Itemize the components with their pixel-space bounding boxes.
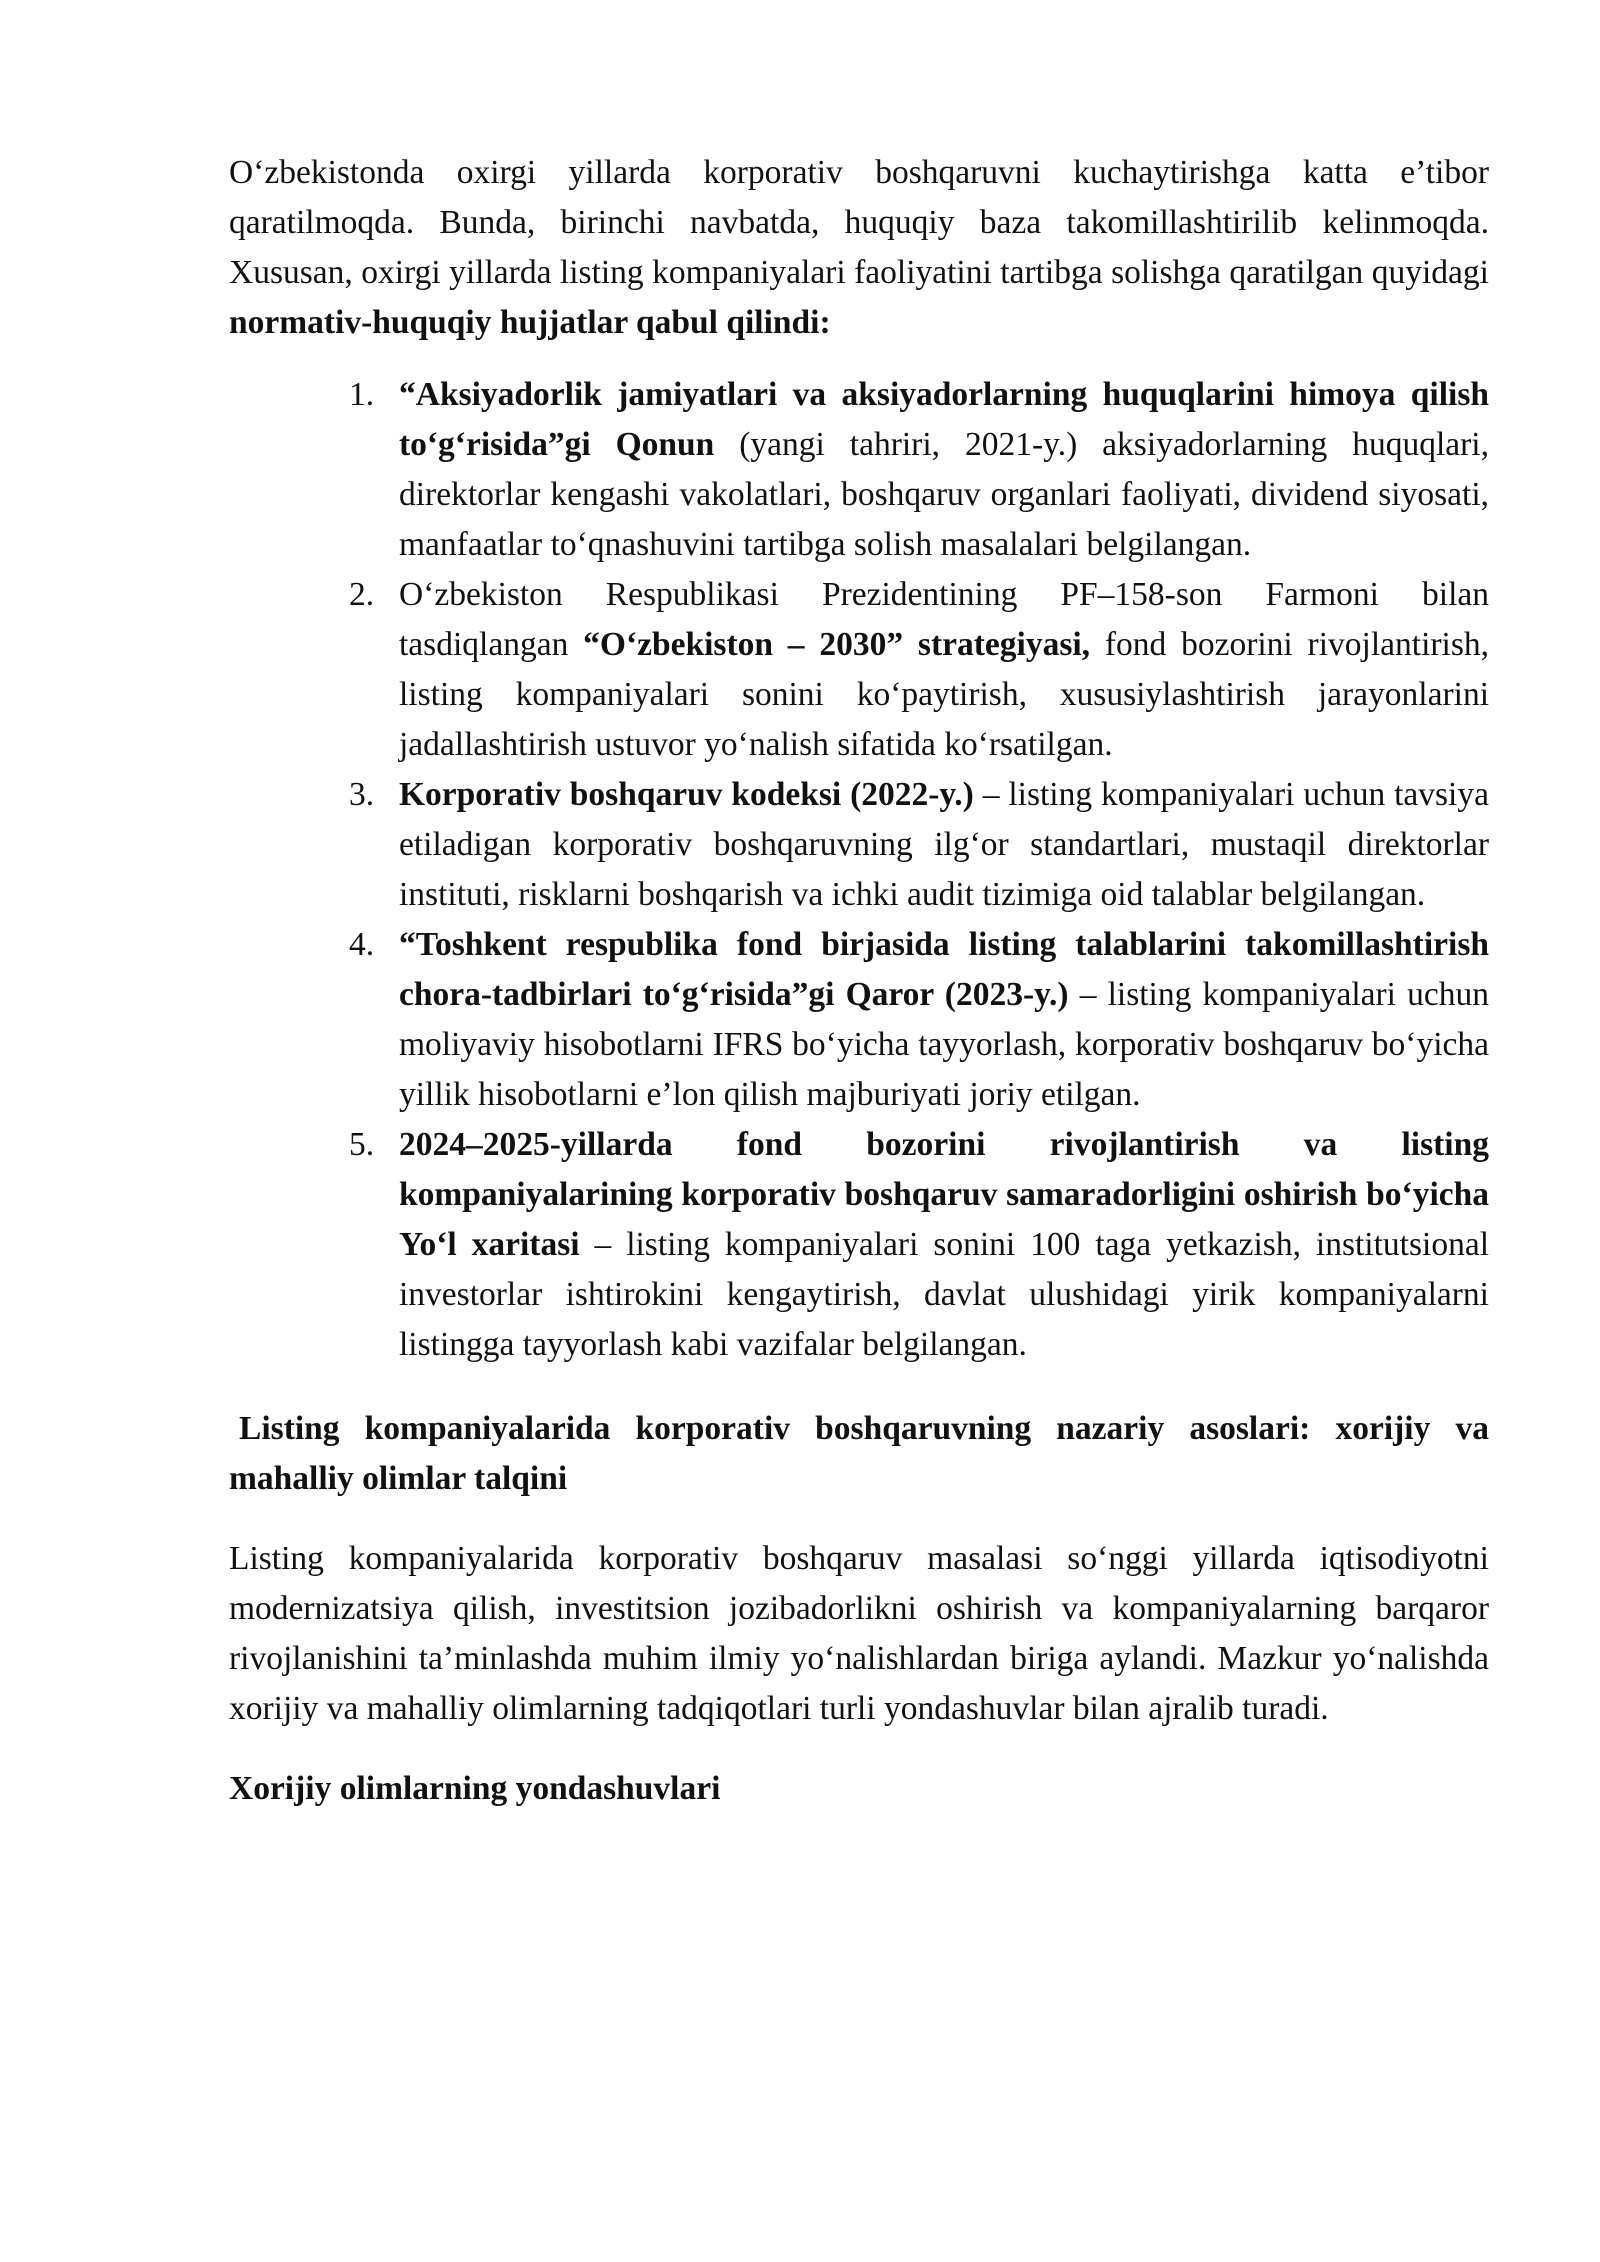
intro-paragraph (229, 148, 1489, 348)
legal-acts-list (229, 370, 1489, 1370)
list-item-title: 2024–2025-yillarda fond bozorini rivojlantirish va listing kompaniyalarining korporativ boshqaruv samaradorligini oshirish bo‘yicha Yo‘l xaritasi (399, 1126, 1489, 1263)
list-item-text: (yangi tahriri, 2021-y.) aksiyadorlarning huquqlari, direktorlar kengashi vakolatlari, boshqaruv organlari faoliyati, dividend siyosati, manfaatlar to‘qnashuvini tartibga solish masalalari belgilangan. (399, 426, 1489, 563)
list-item (349, 1120, 1489, 1370)
section-heading: Listing kompaniyalarida korporativ boshqaruvning nazariy asoslari: xorijiy va mahalliy olimlar talqini (229, 1410, 1489, 1497)
list-item-number: 1. (349, 376, 375, 413)
list-item (349, 920, 1489, 1120)
list-item-number: 3. (349, 776, 375, 813)
list-item (349, 370, 1489, 570)
intro-bold-text: normativ-huquqiy hujjatlar qabul qilindi: (229, 304, 831, 341)
list-item-title: Korporativ boshqaruv kodeksi (2022-y.) (399, 776, 974, 813)
list-item-pretext: O‘zbekiston Respublikasi Prezidentining PF–158-son Farmoni bilan tasdiqlangan (399, 576, 1489, 663)
section-paragraph: Listing kompaniyalarida korporativ boshqaruv masalasi so‘nggi yillarda iqtisodiyotni modernizatsiya qilish, investitsion jozibadorlikni oshirish va kompaniyalarning barqaror rivojlanishini ta’minlashda muhim ilmiy yo‘nalishlardan biriga aylandi. Mazkur yo‘nalishda xorijiy va mahalliy olimlarning tadqiqotlari turli yondashuvlar bilan ajralib turadi. (229, 1540, 1489, 1727)
list-item-title: “Toshkent respublika fond birjasida listing talablarini takomillashtirish chora-tadbirlari to‘g‘risida”gi Qaror (2023-y.) (399, 926, 1489, 1013)
list-item-number: 4. (349, 926, 375, 963)
intro-text: O‘zbekistonda oxirgi yillarda korporativ boshqaruvni kuchaytirishga katta e’tibor qaratilmoqda. Bunda, birinchi navbatda, huquqiy baza takomillashtirilib kelinmoqda. Xususan, oxirgi yillarda listing kompaniyalari faoliyatini tartibga solishga qaratilgan quyidagi (229, 154, 1489, 291)
list-item-title: “Aksiyadorlik jamiyatlari va aksiyadorlarning huquqlarini himoya qilish to‘g‘risida”gi Qonun (399, 376, 1489, 463)
subheading: Xorijiy olimlarning yondashuvlari (229, 1770, 721, 1807)
list-item (349, 770, 1489, 920)
list-item-number: 5. (349, 1126, 375, 1163)
list-item (349, 570, 1489, 770)
list-item-number: 2. (349, 576, 375, 613)
list-item-text: – listing kompaniyalari uchun tavsiya etiladigan korporativ boshqaruvning ilg‘or standartlari, mustaqil direktorlar instituti, risklarni boshqarish va ichki audit tizimiga oid talablar belgilangan. (399, 776, 1489, 913)
list-item-text: – listing kompaniyalari uchun moliyaviy hisobotlarni IFRS bo‘yicha tayyorlash, korporativ boshqaruv bo‘yicha yillik hisobotlarni e’lon qilish majburiyati joriy etilgan. (399, 976, 1489, 1113)
list-item-text: – listing kompaniyalari sonini 100 taga yetkazish, institutsional investorlar ishtirokini kengaytirish, davlat ulushidagi yirik kompaniyalarni listingga tayyorlash kabi vazifalar belgilangan. (399, 1226, 1489, 1363)
list-item-title: “O‘zbekiston – 2030” strategiyasi, (583, 626, 1091, 663)
document-page (229, 148, 1489, 1844)
list-item-text: fond bozorini rivojlantirish, listing kompaniyalari sonini ko‘paytirish, xususiylashtirish jarayonlarini jadallashtirish ustuvor yo‘nalish sifatida ko‘rsatilgan. (399, 626, 1489, 763)
